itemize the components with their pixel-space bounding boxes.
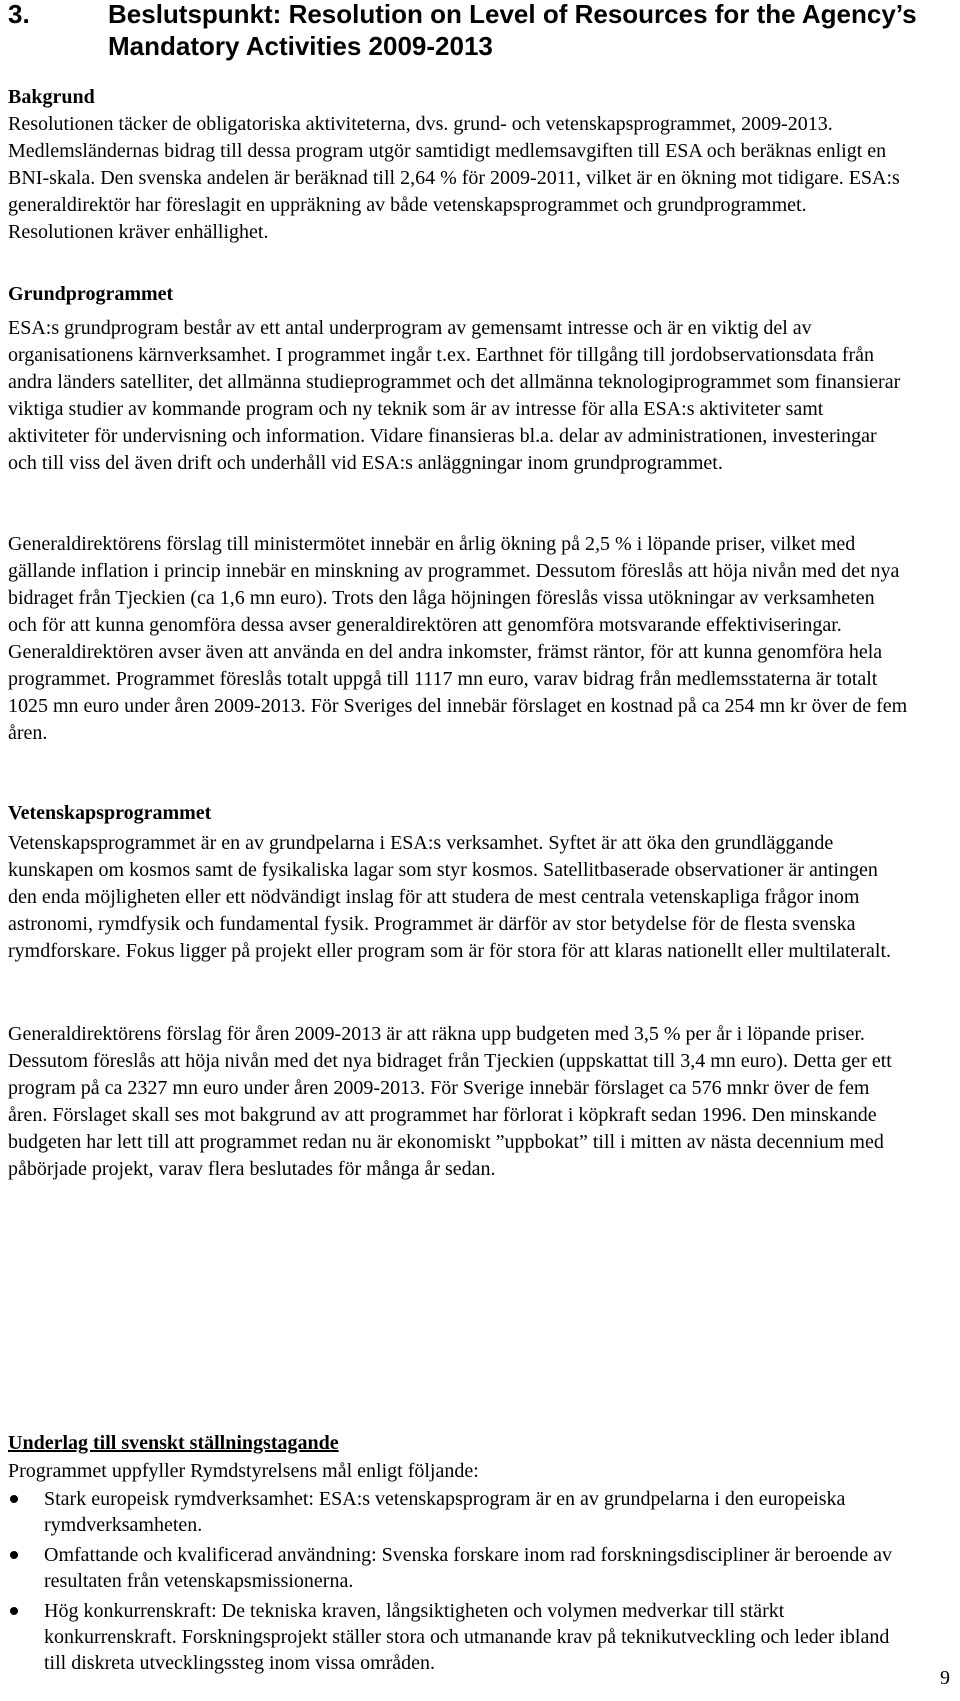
bullet-icon: [10, 1607, 18, 1615]
list-item: [8, 1486, 908, 1538]
list-item: [8, 1542, 908, 1594]
list-item-text: Stark europeisk rymdverksamhet: ESA:s vetenskapsprogram är en av grundpelarna i den europeiska rymdverksamheten.: [44, 1488, 846, 1536]
list-item-text: Hög konkurrenskraft: De tekniska kraven, långsiktigheten och volymen medverkar till stärkt konkurrenskraft. Forskningsprojekt ställer stora och utmanande krav på teknikutveckling och leder ibland till diskreta utvecklingssteg inom vissa områden.: [44, 1600, 890, 1674]
bullet-icon: [10, 1551, 18, 1559]
grundprogrammet-paragraph-1: ESA:s grundprogram består av ett antal underprogram av gemensamt intresse och är en viktig del av organisationens kärnverksamhet. I programmet ingår t.ex. Earthnet för tillgång till jordobservationsdata från andra länders satelliter, det allmänna studieprogrammet och det allmänna teknologiprogrammet som finansierar viktiga studier av kommande program och ny teknik som är av intresse för alla ESA:s aktiviteter samt aktiviteter för undervisning och information. Vidare finansieras bl.a. delar av administrationen, investeringar och till viss del även drift och underhåll vid ESA:s anläggningar inom grundprogrammet.: [8, 317, 901, 474]
underlag-heading: Underlag till svenskt ställningstagande: [8, 1432, 339, 1454]
page-number: 9: [940, 1667, 950, 1689]
section-title: Beslutspunkt: Resolution on Level of Resources for the Agency’s Mandatory Activities 2009-2013: [108, 0, 917, 61]
vetenskapsprogrammet-heading: Vetenskapsprogrammet: [8, 802, 212, 824]
bakgrund-heading: Bakgrund: [8, 86, 95, 108]
vetenskapsprogrammet-paragraph-2: Generaldirektörens förslag för åren 2009-2013 är att räkna upp budgeten med 3,5 % per år i löpande priser. Dessutom föreslås att höja nivån med det nya bidraget från Tjeckien (uppskattat till 3,4 mn euro). Detta ger ett program på ca 2327 mn euro under åren 2009-2013. För Sverige innebär förslaget ca 576 mnkr över de fem åren. Förslaget skall ses mot bakgrund av att programmet har förlorat i köpkraft sedan 1996. Den minskande budgeten har lett till att programmet redan nu är ekonomiskt ”uppbokat” till i mitten av nästa decennium med påbörjade projekt, varav flera beslutades för många år sedan.: [8, 1023, 892, 1180]
list-item-text: Omfattande och kvalificerad användning: Svenska forskare inom rad forskningsdiscipliner är beroende av resultaten från vetenskapsmissionerna.: [44, 1544, 893, 1592]
section-number: 3.: [8, 0, 30, 29]
bakgrund-paragraph: Resolutionen täcker de obligatoriska aktiviteterna, dvs. grund- och vetenskapsprogrammet, 2009-2013. Medlemsländernas bidrag till dessa program utgör samtidigt medlemsavgiften till ESA och beräknas enligt en BNI-skala. Den svenska andelen är beräknad till 2,64 % för 2009-2011, vilket är en ökning mot tidigare. ESA:s generaldirektör har föreslagit en uppräkning av både vetenskapsprogrammet och grundprogrammet. Resolutionen kräver enhällighet.: [8, 113, 900, 243]
bullet-icon: [10, 1495, 18, 1503]
section-heading: [8, 0, 948, 62]
underlag-intro: Programmet uppfyller Rymdstyrelsens mål enligt följande:: [8, 1460, 479, 1482]
goals-list: [8, 1486, 908, 1680]
grundprogrammet-heading: Grundprogrammet: [8, 283, 174, 305]
list-item: [8, 1598, 908, 1676]
grundprogrammet-paragraph-2: Generaldirektörens förslag till ministermötet innebär en årlig ökning på 2,5 % i löpande priser, vilket med gällande inflation i princip innebär en minskning av programmet. Dessutom föreslås att höja nivån med det nya bidraget från Tjeckien (ca 1,6 mn euro). Trots den låga höjningen föreslås vissa utökningar av verksamheten och för att kunna genomföra dessa avser generaldirektören att genomföra motsvarande effektiviseringar. Generaldirektören avser även att använda en del andra inkomster, främst räntor, för att kunna genomföra hela programmet. Programmet föreslås totalt uppgå till 1117 mn euro, varav bidrag från medlemsstaterna är totalt 1025 mn euro under åren 2009-2013. För Sveriges del innebär förslaget en kostnad på ca 254 mn kr över de fem åren.: [8, 533, 908, 744]
vetenskapsprogrammet-paragraph-1: Vetenskapsprogrammet är en av grundpelarna i ESA:s verksamhet. Syftet är att öka den grundläggande kunskapen om kosmos samt de fysikaliska lagar som styr kosmos. Satellitbaserade observationer är antingen den enda möjligheten eller ett nödvändigt inslag för att studera de mest centrala vetenskapliga frågor inom astronomi, rymdfysik och fundamental fysik. Programmet är därför av stor betydelse för de flesta svenska rymdforskare. Fokus ligger på projekt eller program som är för stora för att klaras nationellt eller multilateralt.: [8, 832, 892, 962]
